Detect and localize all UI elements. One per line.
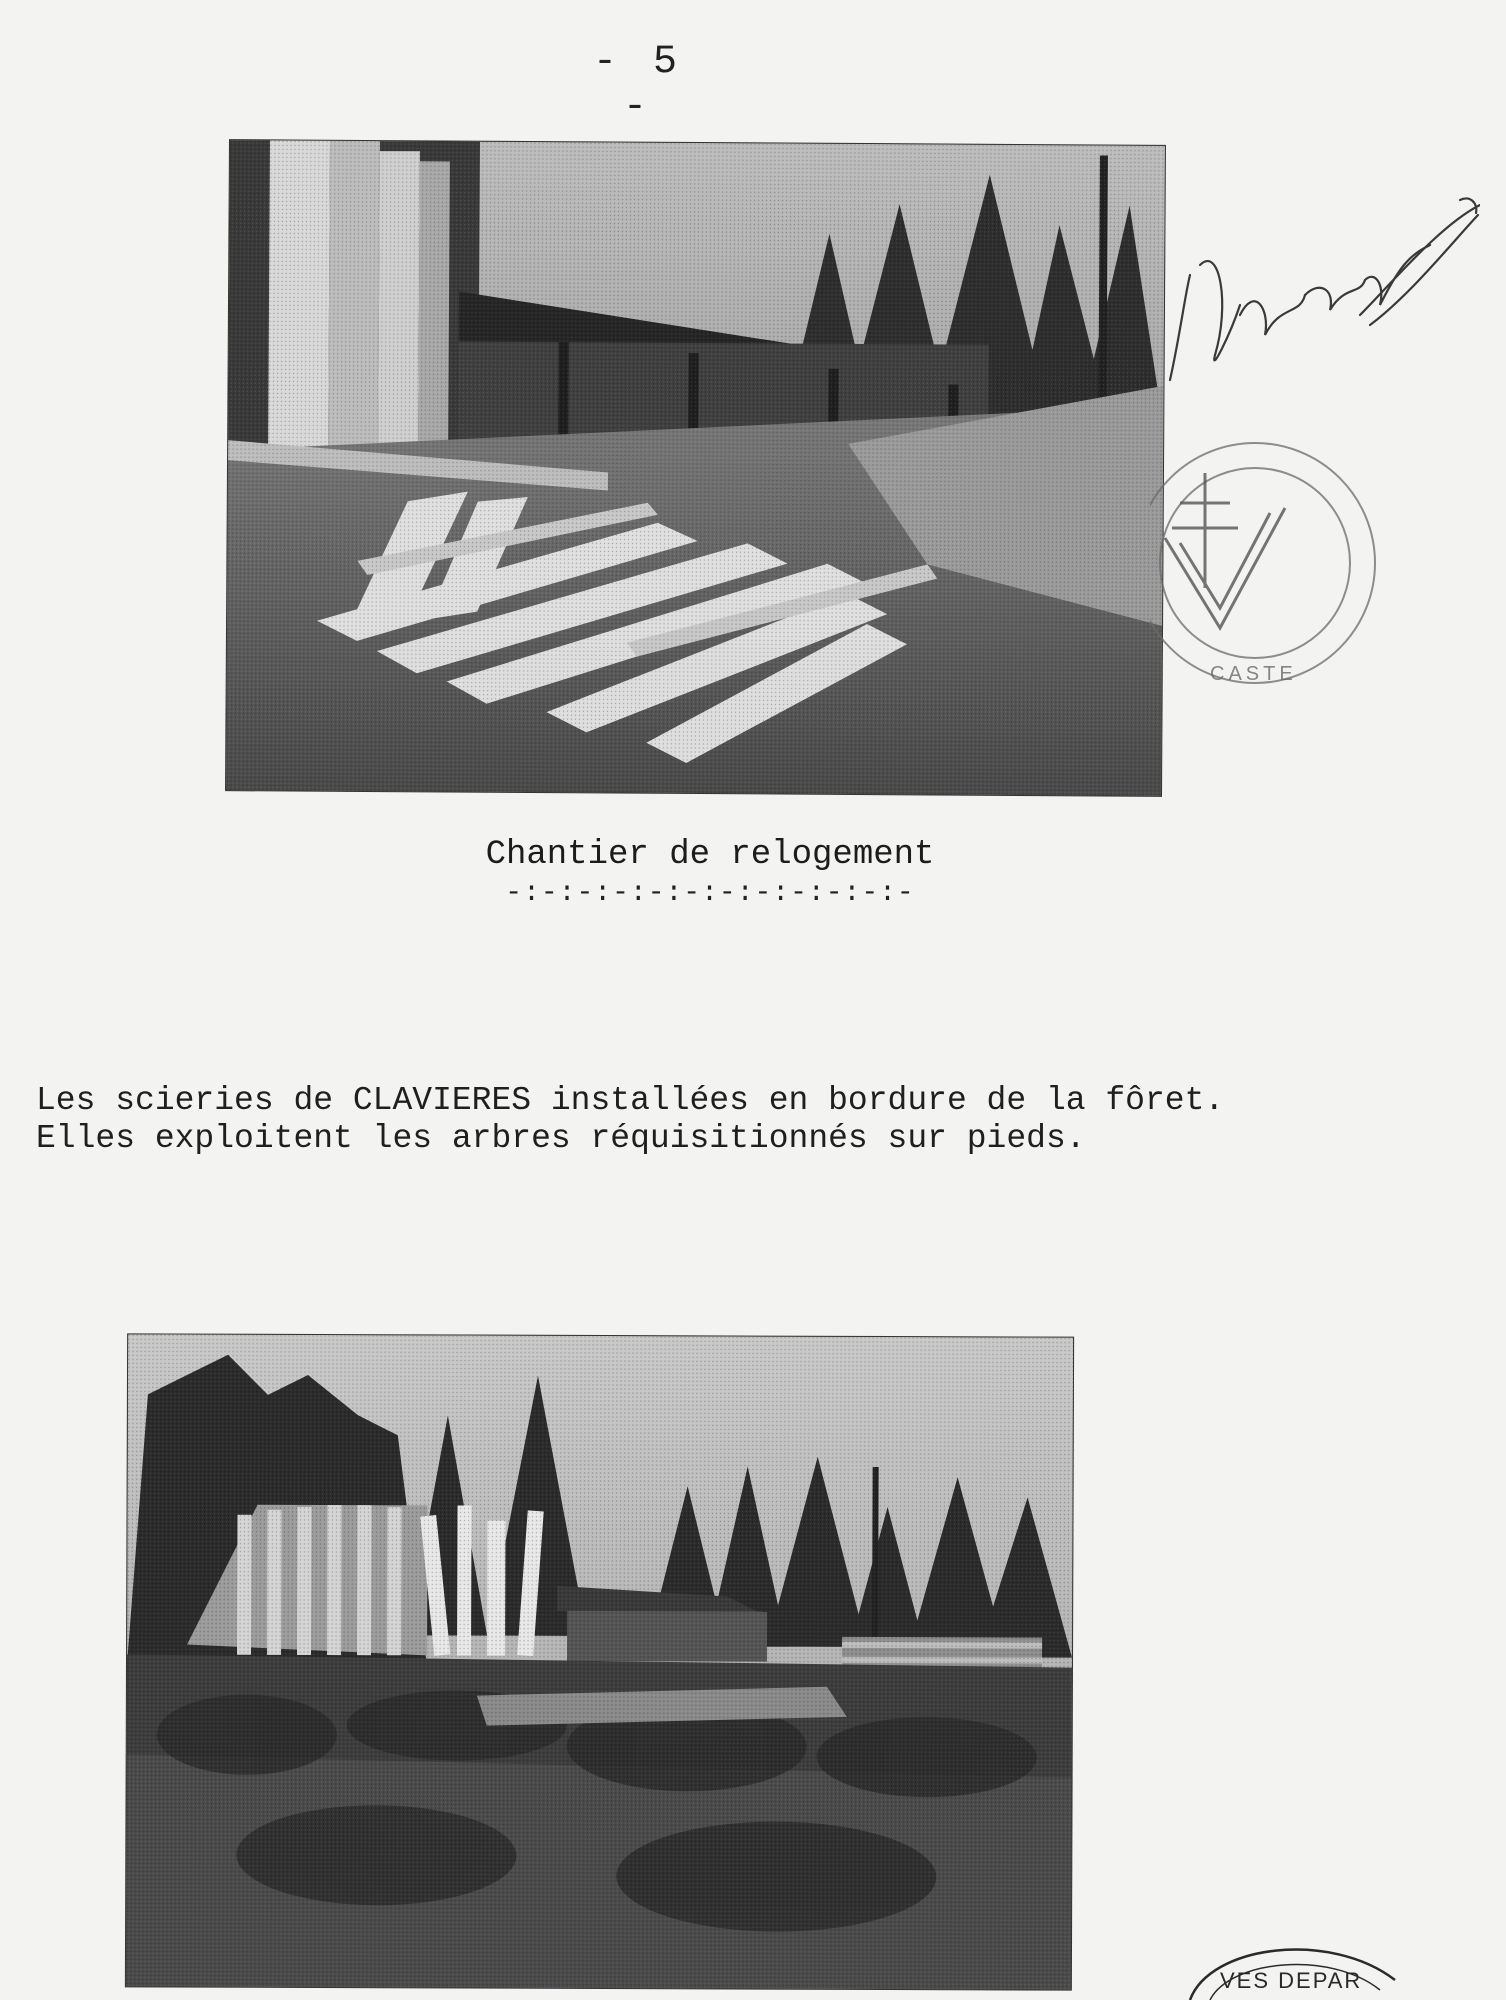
seal-partial-bottom (1180, 1930, 1400, 2000)
body-line-2: Elles exploitent les arbres réquisitionnés sur pieds. (36, 1120, 1086, 1157)
caption-divider: -:-:-:-:-:-:-:-:-:-:-:- (505, 878, 915, 909)
photo-sawmill-yard (226, 140, 1165, 796)
body-paragraph (36, 1082, 1476, 1158)
photo-caption: Chantier de relogement (485, 836, 935, 874)
photo-lumber-stacks (126, 1334, 1073, 1989)
seal-cross-of-lorraine (1150, 418, 1380, 708)
photo-lumber-stacks-image (126, 1334, 1073, 1989)
seal-bottom-text: VES DEPAR (1220, 1968, 1363, 1993)
page-number: - 5 - (592, 40, 683, 130)
seal-cross-text: CASTE (1210, 663, 1297, 685)
photo-sawmill-yard-image (226, 140, 1165, 796)
body-line-1: Les scieries de CLAVIERES installées en bordure de la fôret. (36, 1082, 1225, 1119)
handwritten-signature (1160, 185, 1480, 405)
